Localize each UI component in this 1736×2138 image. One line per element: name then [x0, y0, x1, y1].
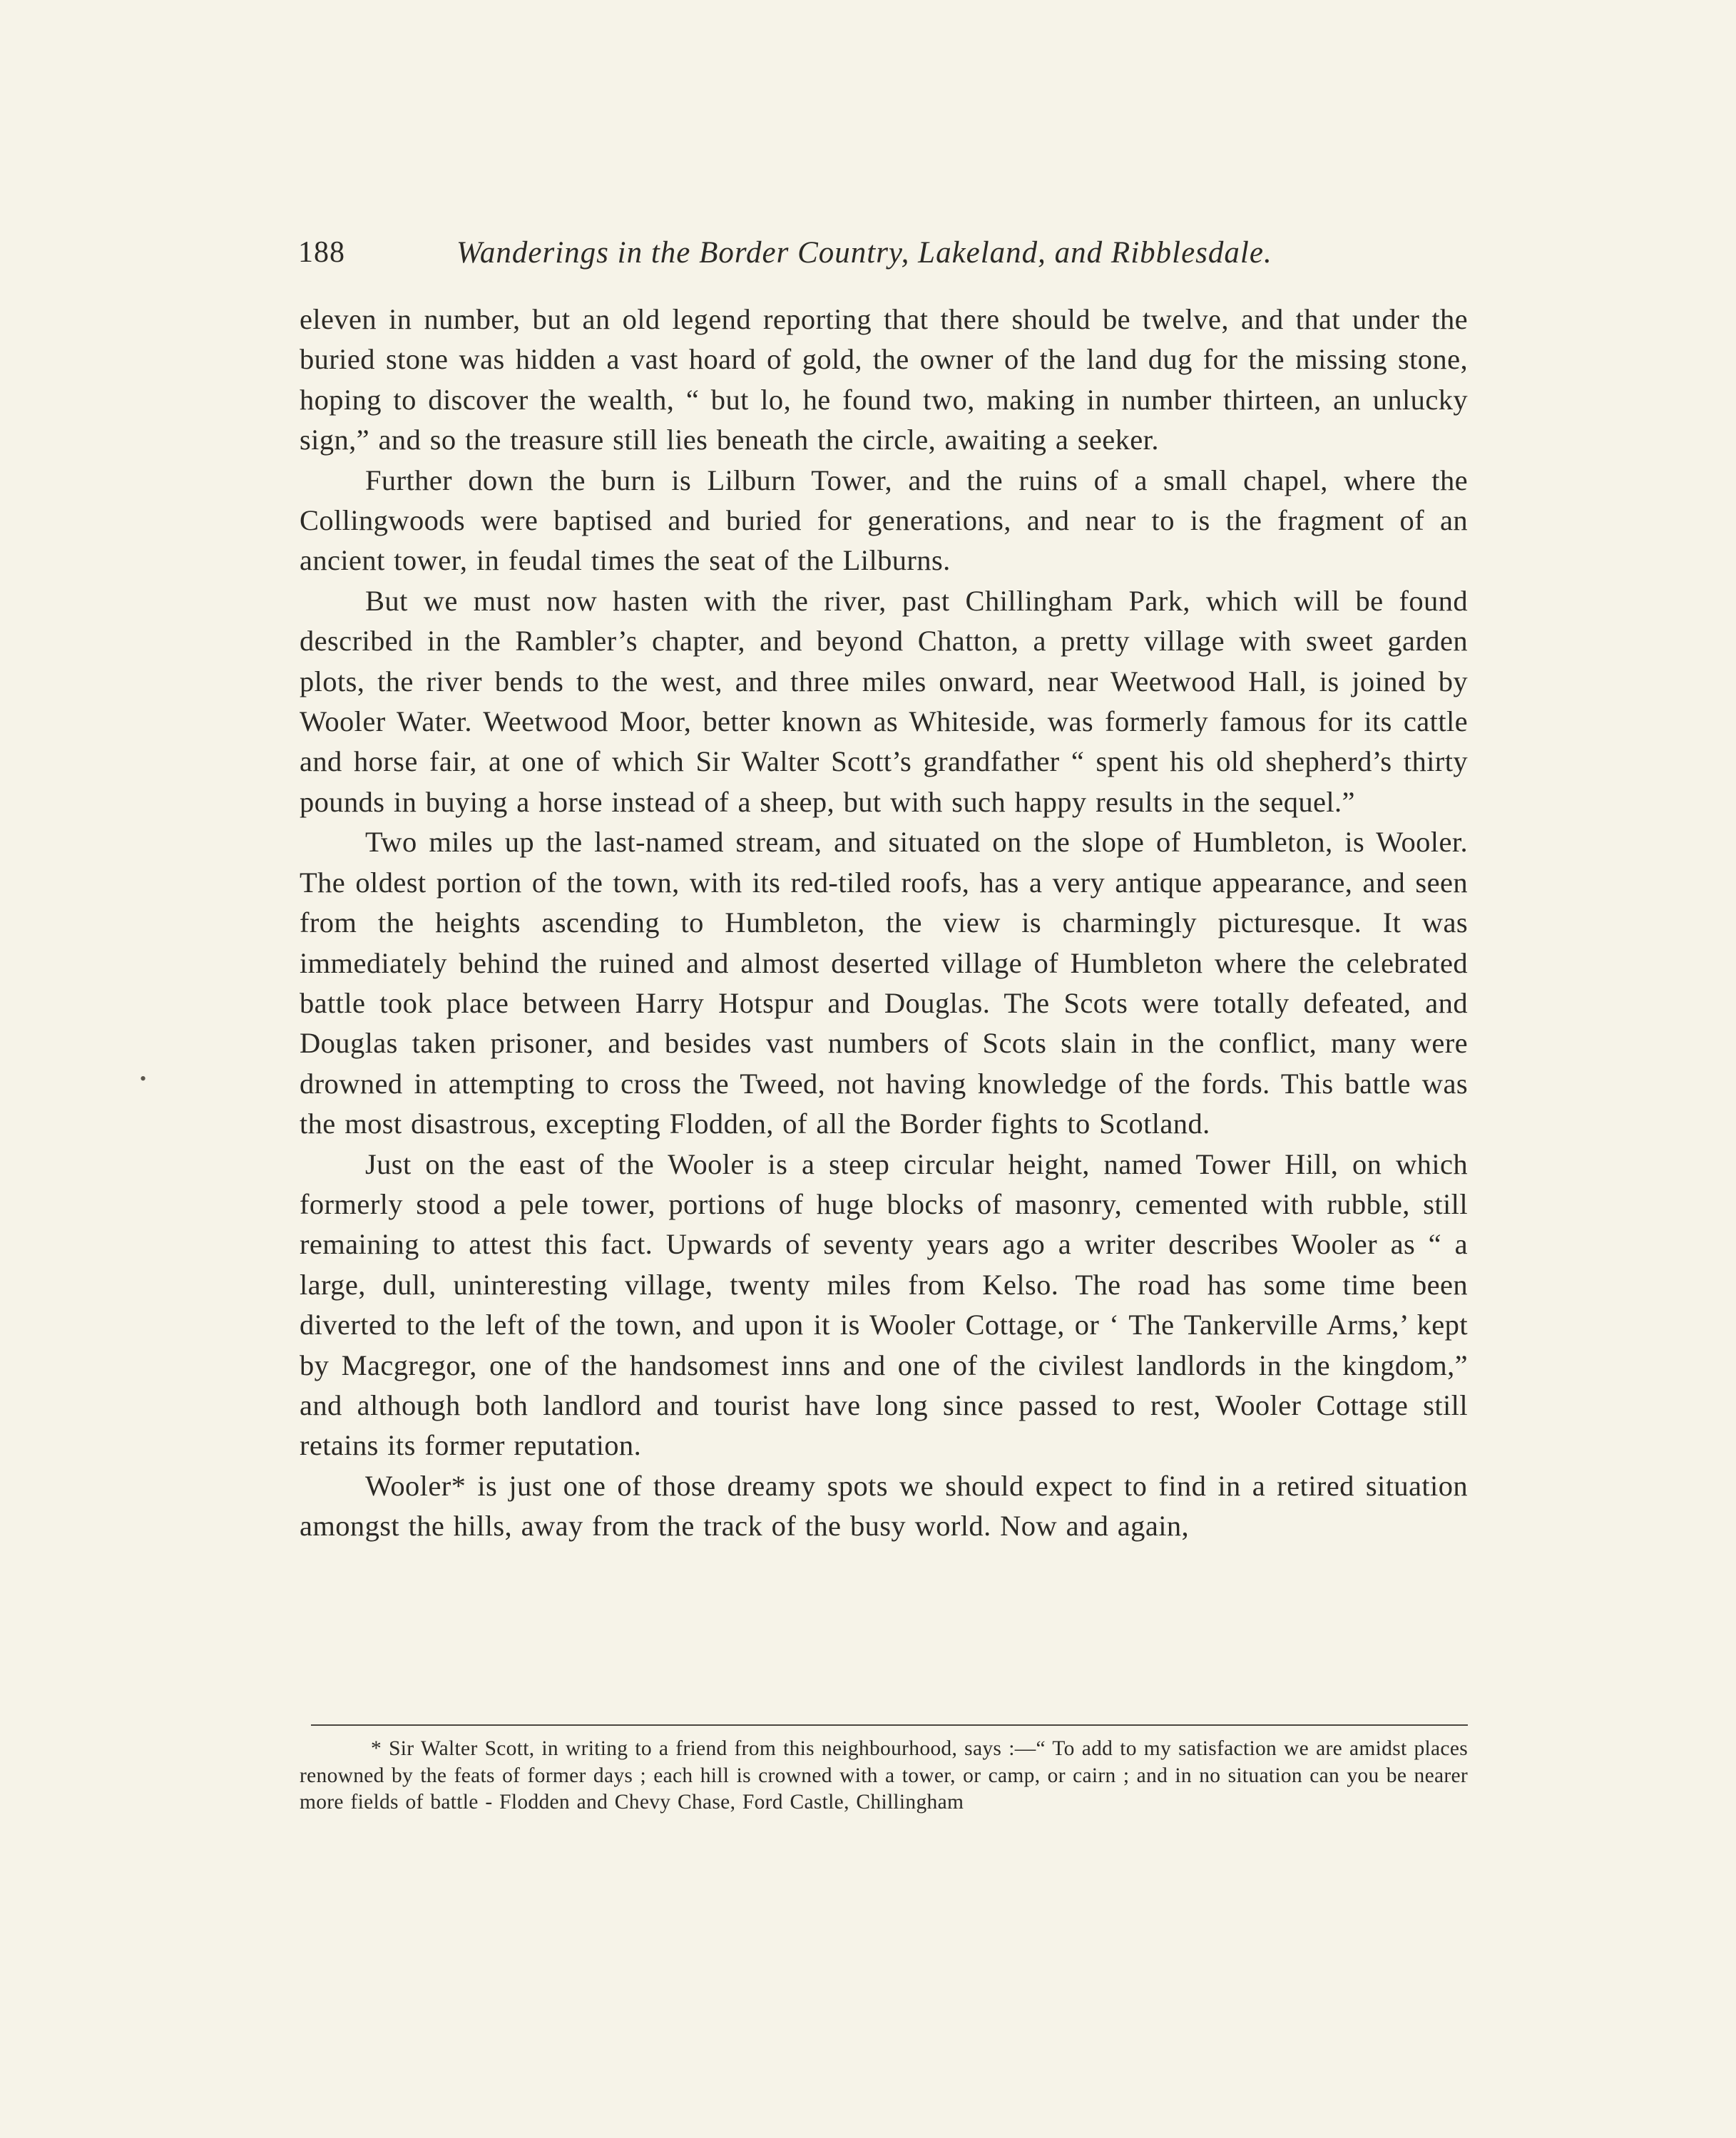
footnote-divider — [311, 1724, 1468, 1726]
paragraph-lilburn: Further down the burn is Lilburn Tower, and the ruins of a small chapel, where the Collingwoods were baptised and buried for generations, and near to is the fragment of an ancient tower, in feudal times the seat of the Lilburns. — [300, 464, 1468, 577]
paragraph-wooler-dreamy: Wooler* is just one of those dreamy spots we should expect to find in a retired situation amongst the hills, away from the track of the busy world. Now and again, — [300, 1469, 1468, 1543]
body-text — [300, 300, 1468, 1547]
paragraph-tower-hill: Just on the east of the Wooler is a steep circular height, named Tower Hill, on which formerly stood a pele tower, portions of huge blocks of masonry, cemented with rubble, still remaining to attest this fact. Upwards of seventy years ago a writer describes Wooler as “ a large, dull, uninteresting village, twenty miles from Kelso. The road has some time been diverted to the left of the town, and upon it is Wooler Cottage, or ‘ The Tankerville Arms,’ kept by Macgregor, one of the handsomest inns and one of the civilest landlords in the kingdom,” and although both landlord and tourist have long since passed to rest, Wooler Cottage still retains its former reputation. — [300, 1147, 1468, 1462]
paragraph-wooler: Two miles up the last-named stream, and situated on the slope of Humbleton, is Wooler. The oldest portion of the town, with its red-tiled roofs, has a very antique appearance, and seen from the heights ascending to Humbleton, the view is charmingly picturesque. It was immediately behind the ruined and almost deserted village of Humbleton where the celebrated battle took place between Harry Hotspur and Douglas. The Scots were totally defeated, and Douglas taken prisoner, and besides vast numbers of Scots slain in the conflict, many were drowned in attempting to cross the Tweed, not having knowledge of the fords. This battle was the most disastrous, excepting Flodden, of all the Border fights to Scotland. — [300, 826, 1468, 1140]
running-head — [298, 235, 1475, 278]
paragraph-chillingham: But we must now hasten with the river, past Chillingham Park, which will be found described in the Rambler’s chapter, and beyond Chatton, a pretty village with sweet garden plots, the river bends to the west, and three miles onward, near Weetwood Hall, is joined by Wooler Water. Weetwood Moor, better known as Whiteside, was formerly famous for its cattle and horse fair, at one of which Sir Walter Scott’s grandfather “ spent his old shepherd’s thirty pounds in buying a horse instead of a sheep, but with such happy results in the sequel.” — [300, 584, 1468, 818]
running-title: Wanderings in the Border Country, Lakeland, and Ribblesdale. — [456, 236, 1272, 270]
paragraph-continuation: eleven in number, but an old legend reporting that there should be twelve, and that under the buried stone was hidden a vast hoard of gold, the owner of the land dug for the missing stone, hoping to discover the wealth, “ but lo, he found two, making in number thirteen, an unlucky sign,” and so the treasure still lies beneath the circle, awaiting a seeker. — [300, 303, 1468, 456]
margin-mark: • — [140, 1068, 147, 1089]
page-number: 188 — [298, 236, 345, 269]
footnote: * Sir Walter Scott, in writing to a friend from this neighbourhood, says :—“ To add to my satisfaction we are amidst places renowned by the feats of former days ; each hill is crowned with a tower, or camp, or cairn ; and in no situation can you be nearer more fields of battle - Flodden and Chevy Chase, Ford Castle, Chillingham — [300, 1737, 1468, 1814]
